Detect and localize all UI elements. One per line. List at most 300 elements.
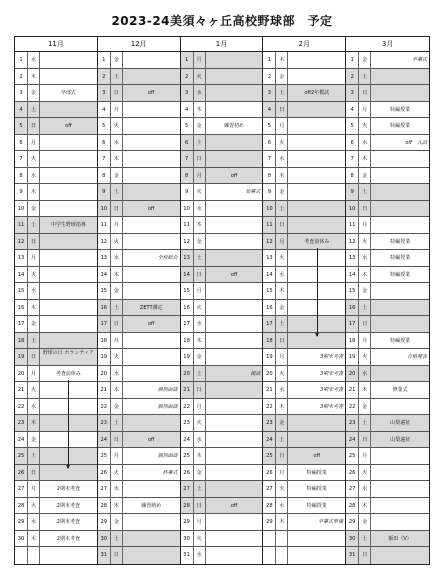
weekday: 日: [28, 465, 40, 482]
day-row: [346, 415, 429, 432]
day-row: [263, 69, 345, 86]
weekday: 金: [194, 118, 206, 135]
event-text: 始業式: [245, 189, 261, 195]
day-number: 20: [181, 366, 194, 383]
weekday: 木: [359, 267, 371, 284]
weekday: 金: [359, 168, 371, 185]
day-number: 15: [346, 283, 359, 300]
event-text: [206, 333, 263, 350]
weekday: 月: [111, 333, 123, 350]
day-number: 6: [263, 135, 276, 152]
event-text: 卒部式: [60, 90, 76, 96]
day-number: 27: [346, 481, 359, 498]
event-text: 模試: [250, 370, 261, 377]
weekday: 日: [111, 316, 123, 333]
day-row: [98, 69, 180, 86]
weekday: 木: [194, 333, 206, 350]
event-text: [206, 234, 263, 251]
weekday: 土: [359, 415, 371, 432]
month-header: 11月: [15, 37, 97, 52]
event-text: 特編授業: [306, 486, 327, 492]
day-number: 11: [263, 217, 276, 234]
day-number: 23: [98, 415, 111, 432]
event-text: 卒業式準備: [318, 519, 344, 525]
day-number: 30: [346, 531, 359, 548]
day-row: [181, 415, 263, 432]
day-number: 18: [15, 333, 28, 350]
day-number: 20: [98, 366, 111, 383]
day-row: [181, 333, 263, 350]
event-text: [206, 432, 263, 449]
day-number: 11: [15, 217, 28, 234]
day-row: [15, 234, 97, 251]
weekday: 木: [28, 531, 40, 548]
event-text: 考査前休み: [55, 370, 81, 377]
weekday: 水: [111, 481, 123, 498]
event-text: 練習初め: [223, 123, 244, 129]
weekday: 木: [276, 399, 288, 416]
day-number: 15: [15, 283, 28, 300]
event-text: 合格発表: [406, 354, 427, 360]
day-number: 3: [263, 85, 276, 102]
day-row: [181, 481, 263, 498]
day-row: [263, 382, 345, 399]
event-text: [206, 349, 263, 366]
day-row: [98, 448, 180, 465]
day-number: 29: [346, 514, 359, 531]
day-number: 5: [263, 118, 276, 135]
weekday: 日: [359, 432, 371, 449]
day-row: [15, 547, 97, 564]
day-row: [15, 514, 97, 531]
page-title: 2023-24美須々ヶ丘高校野球部 予定: [111, 14, 333, 28]
event-text: [288, 415, 345, 432]
weekday: 土: [359, 300, 371, 317]
day-row: [15, 498, 97, 515]
day-number: 26: [98, 465, 111, 482]
day-number: 22: [346, 399, 359, 416]
day-number: 10: [263, 201, 276, 218]
day-row: [15, 184, 97, 201]
day-row: [15, 316, 97, 333]
weekday: 水: [194, 432, 206, 449]
event-text: [123, 514, 180, 531]
day-number: 27: [181, 481, 194, 498]
day-row: [15, 481, 97, 498]
month-column: [15, 37, 98, 564]
weekday: 土: [276, 201, 288, 218]
day-number: 3: [346, 85, 359, 102]
day-row: [263, 481, 345, 498]
day-number: 18: [263, 333, 276, 350]
weekday: 木: [276, 168, 288, 185]
day-number: 15: [263, 283, 276, 300]
weekday: 土: [276, 85, 288, 102]
weekday: 月: [28, 366, 40, 383]
day-row: [263, 135, 345, 152]
day-row: [98, 151, 180, 168]
day-number: 29: [98, 514, 111, 531]
day-number: 3: [181, 85, 194, 102]
weekday: 日: [111, 547, 123, 564]
day-row: [263, 184, 345, 201]
weekday: 火: [194, 184, 206, 201]
event-text: [123, 217, 180, 234]
event-text: [123, 69, 180, 86]
weekday: 木: [111, 151, 123, 168]
event-text: [371, 69, 429, 86]
day-row: [181, 300, 263, 317]
day-number: 23: [263, 415, 276, 432]
event-text: [206, 481, 263, 498]
event-text: [40, 102, 97, 119]
day-number: 25: [15, 448, 28, 465]
event-text: [206, 514, 263, 531]
event-text: 考査前休み: [304, 238, 330, 245]
day-row: [346, 316, 429, 333]
day-row: [181, 184, 263, 201]
event-text: [288, 432, 345, 449]
day-number: 25: [263, 448, 276, 465]
weekday: 火: [276, 481, 288, 498]
weekday: 日: [359, 201, 371, 218]
event-text: 特編授業: [390, 255, 411, 261]
day-number: 22: [98, 399, 111, 416]
weekday: 火: [111, 118, 123, 135]
day-row: [181, 382, 263, 399]
weekday: 月: [359, 217, 371, 234]
day-row: [181, 217, 263, 234]
day-row: [15, 349, 97, 366]
day-number: 29: [263, 514, 276, 531]
event-text: [206, 85, 263, 102]
day-number: 11: [98, 217, 111, 234]
weekday: 日: [359, 85, 371, 102]
day-row: [98, 349, 180, 366]
day-number: 11: [181, 217, 194, 234]
day-row: [263, 531, 345, 548]
weekday: 水: [194, 547, 206, 564]
day-row: [15, 300, 97, 317]
weekday: 金: [359, 52, 371, 69]
day-number: 3: [98, 85, 111, 102]
weekday: 水: [359, 250, 371, 267]
weekday: 火: [28, 267, 40, 284]
day-row: [181, 201, 263, 218]
weekday: 月: [28, 250, 40, 267]
event-text: [40, 69, 97, 86]
day-row: [98, 283, 180, 300]
day-row: [346, 201, 429, 218]
day-row: [263, 514, 345, 531]
day-row: [263, 52, 345, 69]
event-text: [206, 399, 263, 416]
day-number: 19: [181, 349, 194, 366]
month-column: [346, 37, 429, 564]
day-row: [181, 498, 263, 515]
day-number: 18: [98, 333, 111, 350]
event-text: [288, 168, 345, 185]
weekday: 金: [111, 168, 123, 185]
day-number: 22: [181, 399, 194, 416]
day-number: 19: [98, 349, 111, 366]
weekday: 火: [28, 151, 40, 168]
weekday: 火: [359, 349, 371, 366]
event-text: [123, 283, 180, 300]
event-text: [371, 151, 429, 168]
day-row: [181, 52, 263, 69]
day-number: 10: [346, 201, 359, 218]
weekday: 月: [359, 448, 371, 465]
day-number: 24: [15, 432, 28, 449]
event-text: [371, 465, 429, 482]
weekday: 土: [111, 415, 123, 432]
day-row: [98, 52, 180, 69]
event-text: [288, 547, 345, 564]
day-row: [181, 102, 263, 119]
weekday: 木: [111, 382, 123, 399]
day-row: [98, 531, 180, 548]
day-number: 26: [181, 465, 194, 482]
day-row: [346, 151, 429, 168]
event-text: [123, 366, 180, 383]
event-text: [123, 118, 180, 135]
day-number: 18: [181, 333, 194, 350]
event-text: off: [147, 90, 155, 96]
day-number: 26: [15, 465, 28, 482]
weekday: 金: [28, 316, 40, 333]
day-number: 30: [181, 531, 194, 548]
weekday: 木: [276, 52, 288, 69]
day-number: 2: [263, 69, 276, 86]
day-row: [98, 234, 180, 251]
weekday: 金: [359, 399, 371, 416]
weekday: 水: [111, 250, 123, 267]
day-row: [98, 465, 180, 482]
day-number: 21: [181, 382, 194, 399]
day-number: [263, 547, 276, 564]
day-row: [346, 531, 429, 548]
day-number: 20: [263, 366, 276, 383]
day-row: [346, 547, 429, 564]
event-text: [206, 151, 263, 168]
day-number: 17: [263, 316, 276, 333]
event-text: [288, 531, 345, 547]
weekday: 土: [359, 184, 371, 201]
day-number: 9: [181, 184, 194, 201]
weekday: 火: [28, 382, 40, 399]
event-text: [371, 448, 429, 465]
day-row: [98, 217, 180, 234]
day-row: [15, 250, 97, 267]
weekday: [28, 547, 40, 564]
month-header: 3月: [346, 37, 429, 52]
weekday: 月: [194, 399, 206, 416]
event-text: [371, 316, 429, 333]
day-row: [15, 52, 97, 69]
event-text: [40, 250, 97, 267]
event-text: [288, 118, 345, 135]
weekday: 日: [194, 498, 206, 515]
day-number: 5: [181, 118, 194, 135]
day-number: 1: [15, 52, 28, 69]
day-number: 22: [263, 399, 276, 416]
day-number: 21: [346, 382, 359, 399]
event-text: [371, 481, 429, 498]
day-row: [263, 333, 345, 350]
day-number: 13: [15, 250, 28, 267]
weekday: 金: [359, 514, 371, 531]
day-number: 2: [98, 69, 111, 86]
event-text: 特編授業: [390, 238, 411, 245]
event-text: [371, 300, 429, 317]
event-text: 個別面談: [157, 387, 178, 393]
event-text: [371, 514, 429, 531]
day-number: 21: [15, 382, 28, 399]
day-row: [346, 498, 429, 515]
event-text: [206, 52, 263, 69]
day-number: 9: [263, 184, 276, 201]
day-row: [181, 448, 263, 465]
day-row: [181, 547, 263, 564]
day-number: 2: [15, 69, 28, 86]
day-number: 10: [181, 201, 194, 218]
weekday: 土: [111, 69, 123, 86]
weekday: 金: [28, 85, 40, 102]
day-number: 4: [346, 102, 359, 119]
day-row: [181, 399, 263, 416]
day-number: 12: [15, 234, 28, 251]
event-text: 全校総会: [157, 255, 178, 261]
day-row: [263, 547, 345, 564]
weekday: 月: [276, 234, 288, 251]
day-number: 8: [346, 168, 359, 185]
weekday: 水: [194, 85, 206, 102]
weekday: 木: [111, 267, 123, 284]
day-number: 1: [346, 52, 359, 69]
day-number: 14: [98, 267, 111, 284]
day-row: [15, 448, 97, 465]
weekday: 火: [194, 300, 206, 317]
day-number: 16: [181, 300, 194, 317]
event-text: [40, 168, 97, 185]
weekday: 水: [28, 399, 40, 416]
day-row: [263, 283, 345, 300]
day-number: 4: [98, 102, 111, 119]
weekday: 月: [359, 102, 371, 119]
weekday: 土: [276, 432, 288, 449]
weekday: 金: [194, 465, 206, 482]
event-text: 個別面談: [157, 403, 178, 410]
day-row: [346, 333, 429, 350]
event-text: [40, 547, 97, 564]
weekday: 月: [111, 217, 123, 234]
day-number: 24: [98, 432, 111, 449]
day-row: [98, 333, 180, 350]
day-row: [15, 168, 97, 185]
weekday: 木: [194, 448, 206, 465]
weekday: 日: [194, 151, 206, 168]
day-row: [98, 366, 180, 383]
day-number: 5: [98, 118, 111, 135]
day-number: 4: [263, 102, 276, 119]
weekday: 火: [276, 366, 288, 383]
weekday: 日: [28, 349, 40, 366]
weekday: 日: [111, 432, 123, 449]
event-text: [40, 201, 97, 218]
day-number: 13: [263, 250, 276, 267]
day-number: [263, 531, 276, 547]
day-row: [346, 234, 429, 251]
weekday: 木: [28, 300, 40, 317]
weekday: 月: [111, 448, 123, 465]
weekday: 月: [276, 118, 288, 135]
day-row: [15, 531, 97, 548]
day-row: [263, 448, 345, 465]
weekday: 火: [111, 234, 123, 251]
day-row: [263, 366, 345, 383]
event-text: 特編授業: [306, 502, 327, 509]
day-row: [15, 217, 97, 234]
day-number: 7: [15, 151, 28, 168]
day-row: [98, 432, 180, 449]
day-row: [98, 102, 180, 119]
day-row: [181, 316, 263, 333]
event-text: [288, 102, 345, 119]
event-text: [206, 201, 263, 218]
day-number: 24: [346, 432, 359, 449]
weekday: 土: [111, 531, 123, 548]
event-text: [288, 201, 345, 218]
weekday: 水: [111, 135, 123, 152]
weekday: 火: [28, 498, 40, 515]
weekday: 日: [111, 201, 123, 218]
event-text: [288, 184, 345, 201]
day-number: 6: [98, 135, 111, 152]
weekday: 土: [28, 448, 40, 465]
day-number: 6: [181, 135, 194, 152]
weekday: 日: [276, 217, 288, 234]
day-row: [181, 234, 263, 251]
weekday: 木: [194, 217, 206, 234]
event-text: [206, 382, 263, 399]
day-row: [346, 514, 429, 531]
weekday: 木: [111, 498, 123, 515]
day-row: [98, 250, 180, 267]
event-text: [40, 135, 97, 152]
day-row: [15, 399, 97, 416]
weekday: 月: [28, 135, 40, 152]
weekday: 月: [194, 168, 206, 185]
event-text: [206, 415, 263, 432]
weekday: 水: [194, 316, 206, 333]
event-text: [371, 283, 429, 300]
event-text: off: [147, 436, 155, 443]
event-text: 3期末考査: [320, 403, 344, 410]
month-column: [181, 37, 264, 564]
day-row: [15, 366, 97, 383]
day-number: 15: [98, 283, 111, 300]
event-text: 山梨遠征: [390, 436, 411, 443]
weekday: 木: [276, 514, 288, 531]
event-text: off: [230, 172, 238, 179]
event-text: 3期末考査: [320, 387, 344, 393]
day-row: [181, 366, 263, 383]
day-row: [181, 514, 263, 531]
weekday: 月: [194, 52, 206, 69]
weekday: 土: [111, 300, 123, 317]
weekday: [276, 531, 288, 547]
